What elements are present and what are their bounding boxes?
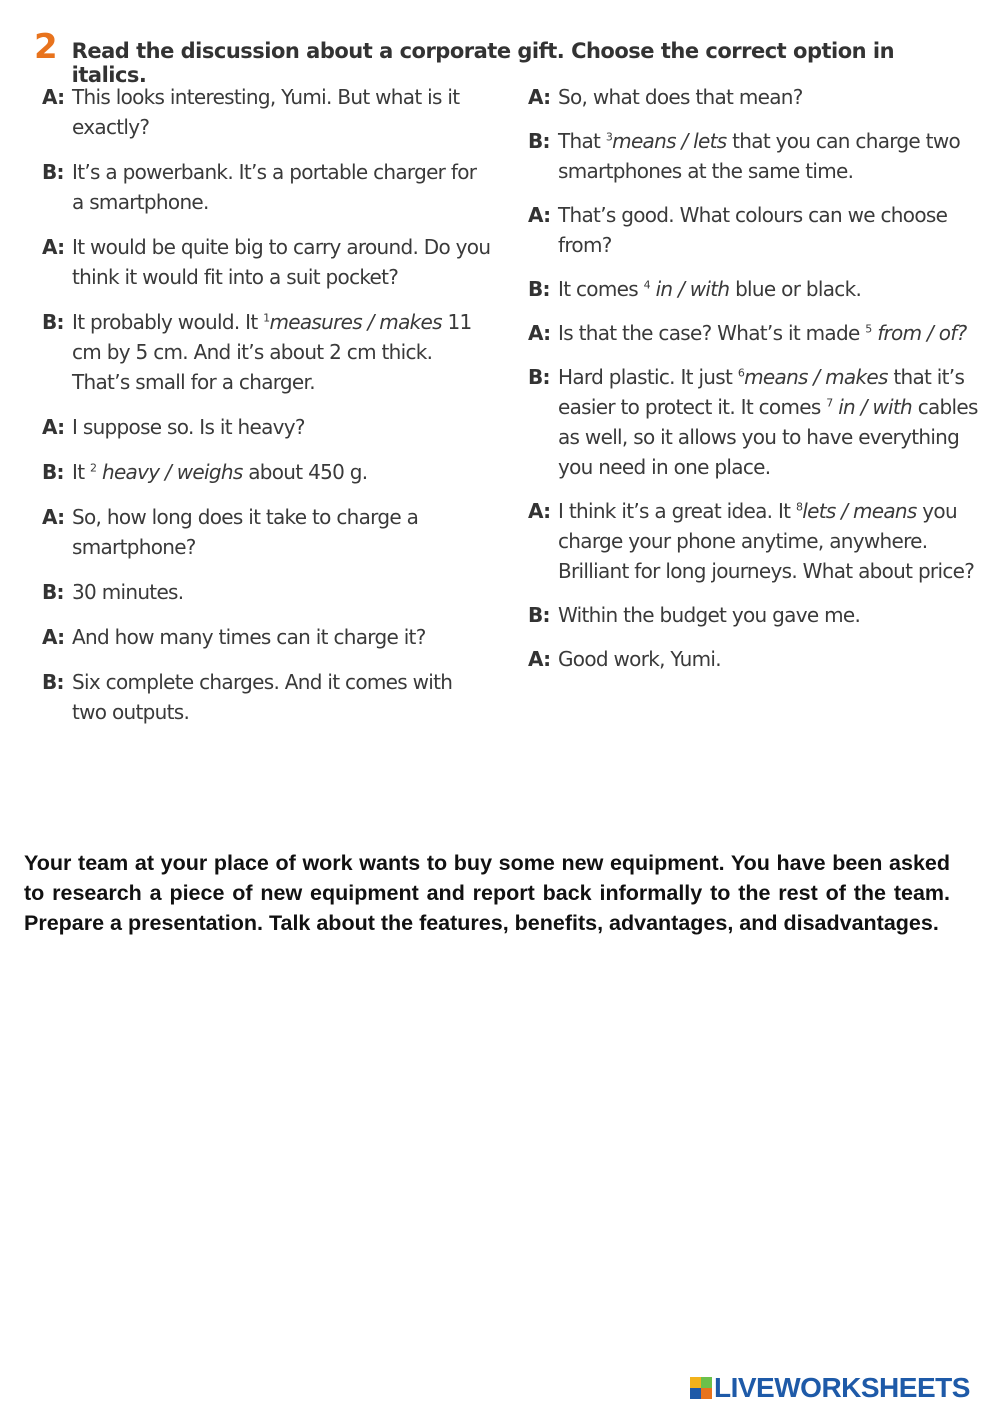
dialogue-text: So, what does that mean? — [558, 85, 803, 109]
dialogue-text: Good work, Yumi. — [558, 647, 721, 671]
dialogue-line — [42, 667, 492, 727]
dialogue-text: Is that the case? What’s it made — [558, 321, 866, 345]
gap-number: 8 — [795, 500, 803, 514]
choice-options: in / with — [832, 395, 913, 419]
gap-number: 5 — [865, 322, 872, 336]
speaker-label: A: — [42, 415, 65, 439]
speaker-label: B: — [42, 670, 64, 694]
speaker-label: B: — [42, 310, 64, 334]
speaker-label: B: — [42, 160, 64, 184]
dialogue-text: It probably would. It — [72, 310, 264, 334]
dialogue-line — [528, 200, 978, 260]
dialogue-text: I think it’s a great idea. It — [558, 499, 796, 523]
choice-options: means / makes — [744, 365, 888, 389]
choice-options: heavy / weighs — [96, 460, 243, 484]
speaker-label: A: — [42, 505, 65, 529]
dialogue-line — [528, 82, 978, 112]
speaker-label: A: — [528, 203, 551, 227]
speaker-label: B: — [42, 580, 64, 604]
speaker-label: A: — [42, 235, 65, 259]
choice-options: in / with — [649, 277, 730, 301]
dialogue-line — [528, 126, 978, 186]
choice-options: means / lets — [612, 129, 727, 153]
dialogue-text: cables as well, so it allows you to have everything you need in one place. — [558, 395, 978, 479]
dialogue-line — [42, 457, 492, 487]
speaker-label: B: — [528, 603, 550, 627]
dialogue-line — [42, 232, 492, 292]
dialogue-line — [528, 496, 978, 586]
dialogue-text: 30 minutes. — [72, 580, 184, 604]
dialogue-text: you charge your phone anytime, anywhere. Brilliant for long journeys. What about price? — [558, 499, 975, 583]
gap-number: 1 — [263, 311, 270, 325]
speaker-label: A: — [528, 85, 551, 109]
dialogue-text: That’s good. What colours can we choose from? — [558, 203, 948, 257]
speaker-label: A: — [528, 321, 551, 345]
dialogue-line — [528, 274, 978, 304]
dialogue-line — [528, 362, 978, 482]
dialogue-text: And how many times can it charge it? — [72, 625, 426, 649]
dialogue-column-left — [42, 82, 492, 742]
dialogue-text: It’s a powerbank. It’s a portable charger for a smartphone. — [72, 160, 477, 214]
liveworksheets-brand[interactable] — [690, 1371, 970, 1405]
gap-number: 7 — [826, 396, 833, 410]
speaker-label: B: — [42, 460, 64, 484]
dialogue-text: That — [558, 129, 606, 153]
dialogue-line — [528, 318, 978, 348]
dialogue-text: This looks interesting, Yumi. But what is it exactly? — [72, 85, 460, 139]
speaker-label: A: — [528, 647, 551, 671]
exercise-number: 2 — [34, 27, 58, 67]
gap-number: 2 — [90, 461, 97, 475]
speaker-label: B: — [528, 277, 550, 301]
dialogue-text: Hard plastic. It just — [558, 365, 738, 389]
dialogue-line — [42, 622, 492, 652]
choice-options: measures / makes — [269, 310, 442, 334]
liveworksheets-logo-icon — [690, 1377, 712, 1399]
dialogue-line — [42, 307, 492, 397]
dialogue-line — [42, 412, 492, 442]
task-instructions: Your team at your place of work wants to buy some new equipment. You have been asked to research a piece of new equipment and report back informally to the rest of the team. Prepare a presentation. Talk about the features, benefits, advantages, and disadvantages. — [24, 851, 950, 935]
exercise-instruction: Read the discussion about a corporate gift. Choose the correct option in italics. — [71, 39, 895, 87]
speaker-label: B: — [528, 129, 550, 153]
gap-number: 4 — [643, 278, 650, 292]
gap-number: 3 — [605, 130, 613, 144]
dialogue-text: I suppose so. Is it heavy? — [72, 415, 305, 439]
dialogue-text: that it’s easier to protect it. It comes — [558, 365, 965, 419]
dialogue-text: It would be quite big to carry around. Do you think it would fit into a suit pocket? — [72, 235, 491, 289]
dialogue-text: It — [72, 460, 90, 484]
dialogue-line — [42, 82, 492, 142]
speaker-label: B: — [528, 365, 550, 389]
dialogue-line — [42, 577, 492, 607]
brand-name: LIVEWORKSHEETS — [714, 1372, 970, 1403]
dialogue-text: that you can charge two smartphones at the same time. — [558, 129, 961, 183]
exercise-header — [34, 27, 964, 87]
dialogue-line — [42, 502, 492, 562]
dialogue-text: 11 cm by 5 cm. And it’s about 2 cm thick. That’s small for a charger. — [72, 310, 472, 394]
gap-number: 6 — [737, 366, 745, 380]
dialogue-text: about 450 g. — [242, 460, 368, 484]
choice-options: lets / means — [802, 499, 917, 523]
dialogue-column-right — [528, 82, 978, 688]
dialogue-line — [42, 157, 492, 217]
dialogue-text: Within the budget you gave me. — [558, 603, 861, 627]
speaker-label: A: — [42, 625, 65, 649]
dialogue-text: blue or black. — [729, 277, 862, 301]
dialogue-line — [528, 600, 978, 630]
dialogue-text: Six complete charges. And it comes with two outputs. — [72, 670, 453, 724]
speaker-label: A: — [528, 499, 551, 523]
dialogue-text: It comes — [558, 277, 644, 301]
dialogue-line — [528, 644, 978, 674]
choice-options: from / of? — [871, 321, 967, 345]
speaker-label: A: — [42, 85, 65, 109]
dialogue-text: So, how long does it take to charge a smartphone? — [72, 505, 419, 559]
